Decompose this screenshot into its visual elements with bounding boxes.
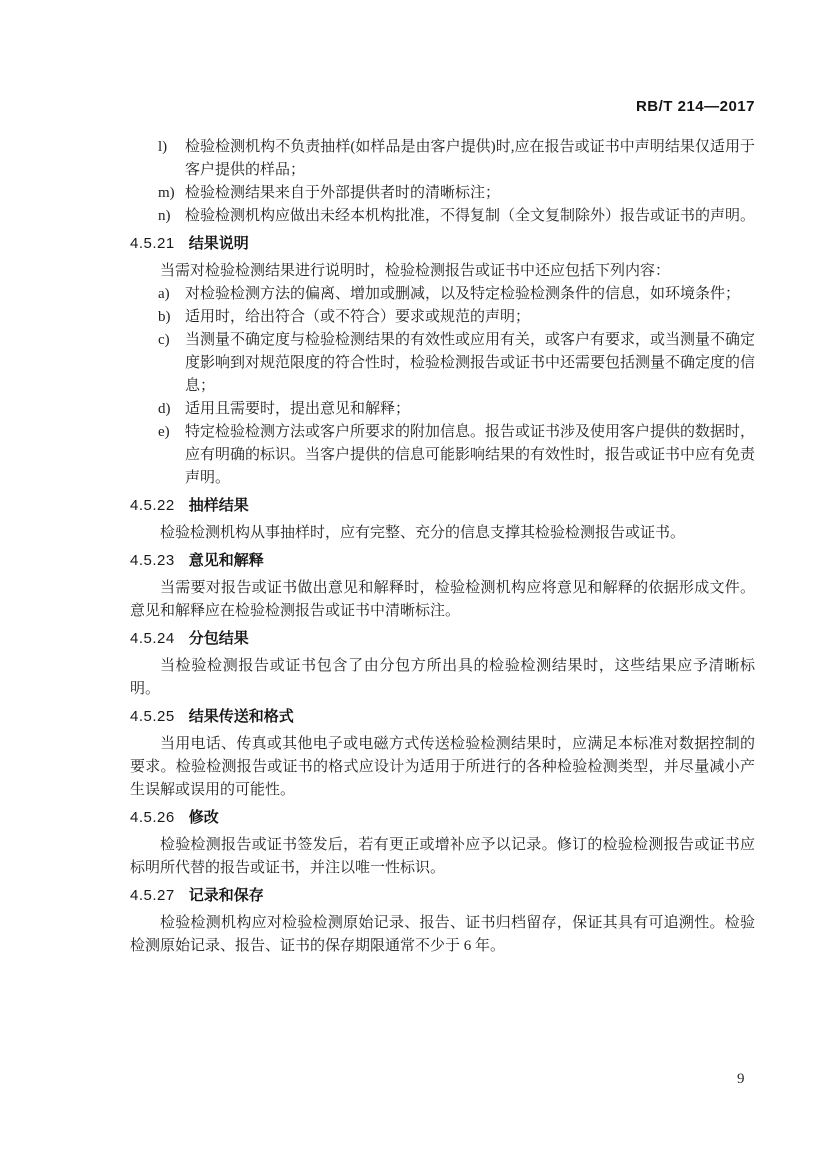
section-paragraph: 当需对检验检测结果进行说明时，检验检测报告或证书中还应包括下列内容： xyxy=(160,263,671,279)
section-number: 4.5.25 xyxy=(130,708,175,725)
section-paragraph: 检验检测机构从事抽样时，应有完整、充分的信息支撑其检验检测报告或证书。 xyxy=(160,525,686,541)
section-paragraph: 当检验检测报告或证书包含了由分包方所出具的检验检测结果时，这些结果应予清晰标明。 xyxy=(130,658,755,697)
list-item-text: 当测量不确定度与检验检测结果的有效性或应用有关，或客户有要求，或当测量不确定度影响到对规范限度的符合性时，检验检测报告或证书中还需要包括测量不确定度的信息； xyxy=(185,332,756,394)
section-title: 修改 xyxy=(188,809,219,826)
section-title: 结果传送和格式 xyxy=(188,708,294,725)
section-heading xyxy=(130,549,755,573)
standard-number-header: RB/T 214—2017 xyxy=(635,98,755,115)
section-heading xyxy=(130,232,755,256)
section-paragraph: 当需要对报告或证书做出意见和解释时，检验检测机构应将意见和解释的依据形成文件。意见和解释应在检验检测报告或证书中清晰标注。 xyxy=(130,580,755,619)
section-title: 分包结果 xyxy=(188,630,249,647)
list-item-text: 适用时，给出符合（或不符合）要求或规范的声明； xyxy=(185,309,531,325)
list-item-text: 检验检测结果来自于外部提供者时的清晰标注； xyxy=(185,185,501,201)
list-item xyxy=(130,421,755,490)
list-item xyxy=(130,306,755,329)
list-item xyxy=(130,205,755,228)
list-item-text: 检验检测机构应做出未经本机构批准，不得复制（全文复制除外）报告或证书的声明。 xyxy=(185,208,756,224)
section-number: 4.5.27 xyxy=(130,887,175,904)
list-item-text: 对检验检测方法的偏离、增加或删减，以及特定检验检测条件的信息，如环境条件； xyxy=(185,286,741,302)
list-item-marker: n) xyxy=(158,208,171,224)
section-heading xyxy=(130,884,755,908)
list-item-text: 适用且需要时，提出意见和解释； xyxy=(185,401,411,417)
list-item-marker: a) xyxy=(158,286,170,302)
list-item-marker: d) xyxy=(158,401,171,417)
list-item xyxy=(130,398,755,421)
list-item xyxy=(130,136,755,182)
section-4-5-24 xyxy=(130,627,755,701)
list-item xyxy=(130,329,755,398)
section-number: 4.5.21 xyxy=(130,235,175,252)
section-title: 记录和保存 xyxy=(188,887,264,904)
page-number: 9 xyxy=(737,1071,745,1087)
list-item-marker: m) xyxy=(158,185,175,201)
section-4-5-23 xyxy=(130,549,755,623)
section-4-5-21 xyxy=(130,232,755,490)
continued-lettered-list xyxy=(130,136,755,228)
section-number: 4.5.23 xyxy=(130,552,175,569)
section-4-5-22 xyxy=(130,494,755,545)
section-heading xyxy=(130,705,755,729)
section-paragraph: 当用电话、传真或其他电子或电磁方式传送检验检测结果时，应满足本标准对数据控制的要求。检验检测报告或证书的格式应设计为适用于所进行的各种检验检测类型，并尽量减小产生误解或误用的可能性。 xyxy=(130,736,755,798)
list-item xyxy=(130,283,755,306)
section-paragraph: 检验检测机构应对检验检测原始记录、报告、证书归档留存，保证其具有可追溯性。检验检测原始记录、报告、证书的保存期限通常不少于 6 年。 xyxy=(130,915,755,954)
list-item xyxy=(130,182,755,205)
list-item-marker: b) xyxy=(158,309,171,325)
list-item-marker: c) xyxy=(158,332,170,348)
list-item-marker: l) xyxy=(158,139,168,155)
section-4-5-27 xyxy=(130,884,755,958)
section-paragraph: 检验检测报告或证书签发后，若有更正或增补应予以记录。修订的检验检测报告或证书应标明所代替的报告或证书，并注以唯一性标识。 xyxy=(130,837,755,876)
section-heading xyxy=(130,806,755,830)
section-4-5-26 xyxy=(130,806,755,880)
section-number: 4.5.22 xyxy=(130,497,175,514)
section-number: 4.5.26 xyxy=(130,809,175,826)
page-content xyxy=(130,136,755,958)
list-item-marker: e) xyxy=(158,424,170,440)
section-heading xyxy=(130,627,755,651)
list-item-text: 检验检测机构不负责抽样(如样品是由客户提供)时,应在报告或证书中声明结果仅适用于客户提供的样品； xyxy=(185,139,755,178)
section-heading xyxy=(130,494,755,518)
section-title: 结果说明 xyxy=(188,235,249,252)
list-item-text: 特定检验检测方法或客户所要求的附加信息。报告或证书涉及使用客户提供的数据时，应有明确的标识。当客户提供的信息可能影响结果的有效性时，报告或证书中应有免责声明。 xyxy=(185,424,756,486)
section-title: 抽样结果 xyxy=(188,497,249,514)
section-4-5-25 xyxy=(130,705,755,802)
section-title: 意见和解释 xyxy=(188,552,264,569)
section-number: 4.5.24 xyxy=(130,630,175,647)
